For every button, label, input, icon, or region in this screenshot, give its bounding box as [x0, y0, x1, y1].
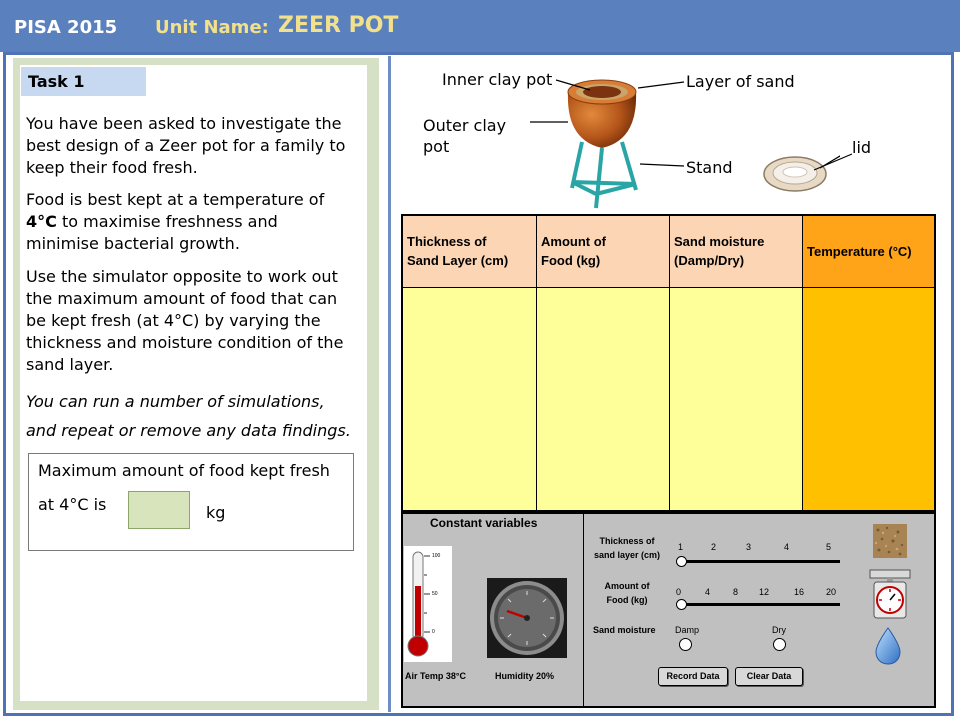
lid-callout [808, 150, 858, 180]
thickness-slider-track[interactable] [682, 560, 840, 563]
thickness-tick-3: 3 [746, 542, 752, 552]
column-header-food: Amount of Food (kg) [537, 216, 670, 288]
thickness-slider-label: Thickness of sand layer (cm) [593, 536, 661, 560]
thermometer-tick-100: 100 [432, 553, 441, 559]
label-layer-of-sand: Layer of sand [686, 72, 795, 91]
humidity-gauge-icon [487, 578, 567, 658]
task-paragraph-3: Use the simulator opposite to work out the maximum amount of food that can be kept fresh (at 4°C) by varying the thickness and moisture condition of the sand layer. [26, 267, 344, 374]
thickness-tick-1: 1 [678, 542, 684, 552]
task-tab-label: Task 1 [28, 72, 85, 91]
food-tick-16: 16 [794, 587, 805, 597]
sand-texture-icon [873, 524, 907, 558]
food-tick-0: 0 [676, 587, 682, 597]
thickness-tick-5: 5 [826, 542, 832, 552]
clear-data-button[interactable]: Clear Data [735, 667, 803, 686]
thickness-tick-4: 4 [784, 542, 790, 552]
water-drop-icon [873, 626, 903, 666]
constant-variables-title: Constant variables [430, 516, 538, 530]
assessment-title: PISA 2015 [14, 17, 118, 38]
task-paragraph-1: You have been asked to investigate the best design of a Zeer pot for a family to keep their food fresh. [26, 114, 346, 177]
column-header-moisture: Sand moisture (Damp/Dry) [670, 216, 803, 288]
thermometer-tick-0: 0 [432, 629, 435, 635]
results-table [401, 214, 936, 512]
thickness-tick-2: 2 [711, 542, 717, 552]
food-slider-handle[interactable] [676, 599, 687, 610]
column-cells-food [537, 288, 670, 510]
column-cells-temperature [803, 288, 934, 510]
answer-prompt-line2: at 4°C is [38, 495, 107, 514]
constant-variables-divider [583, 514, 584, 706]
column-header-temperature: Temperature (°C) [803, 216, 934, 288]
column-header-thickness: Thickness of Sand Layer (cm) [403, 216, 537, 288]
answer-prompt-line1: Maximum amount of food kept fresh [38, 461, 330, 480]
thermometer-icon [404, 546, 452, 662]
air-temp-label: Air Temp 38°C [405, 671, 466, 681]
label-outer-clay-pot: Outer clay pot [423, 116, 507, 156]
damp-radio[interactable] [679, 638, 692, 651]
dry-radio[interactable] [773, 638, 786, 651]
food-tick-4: 4 [705, 587, 711, 597]
label-stand: Stand [686, 158, 733, 177]
target-temperature: 4°C [26, 212, 57, 231]
panel-divider [388, 56, 391, 712]
dry-label: Dry [772, 625, 786, 635]
column-cells-moisture [670, 288, 803, 510]
damp-label: Damp [675, 625, 700, 635]
task-paragraph-2: Food is best kept at a temperature of 4°C to maximise freshness and minimise bacterial growth. [26, 190, 325, 253]
thickness-slider-handle[interactable] [676, 556, 687, 567]
food-tick-12: 12 [759, 587, 770, 597]
label-inner-clay-pot: Inner clay pot [442, 70, 553, 89]
answer-unit: kg [206, 503, 226, 522]
food-slider-track[interactable] [682, 603, 840, 606]
thermometer-tick-50: 50 [432, 591, 438, 597]
label-lid: lid [852, 138, 872, 157]
record-data-button[interactable]: Record Data [658, 667, 728, 686]
column-cells-thickness [403, 288, 537, 510]
sand-moisture-label: Sand moisture [593, 625, 656, 635]
unit-name: ZEER POT [278, 13, 399, 38]
task-paragraph-4: You can run a number of simulations, and repeat or remove any data findings. [26, 392, 351, 440]
weighing-scale-icon [868, 568, 912, 620]
food-tick-8: 8 [733, 587, 739, 597]
answer-input[interactable] [128, 491, 190, 529]
food-slider-label: Amount of Food (kg) [604, 581, 650, 605]
unit-label: Unit Name: [155, 17, 269, 38]
humidity-label: Humidity 20% [495, 671, 555, 681]
title-bar [0, 0, 960, 52]
food-tick-20: 20 [826, 587, 837, 597]
